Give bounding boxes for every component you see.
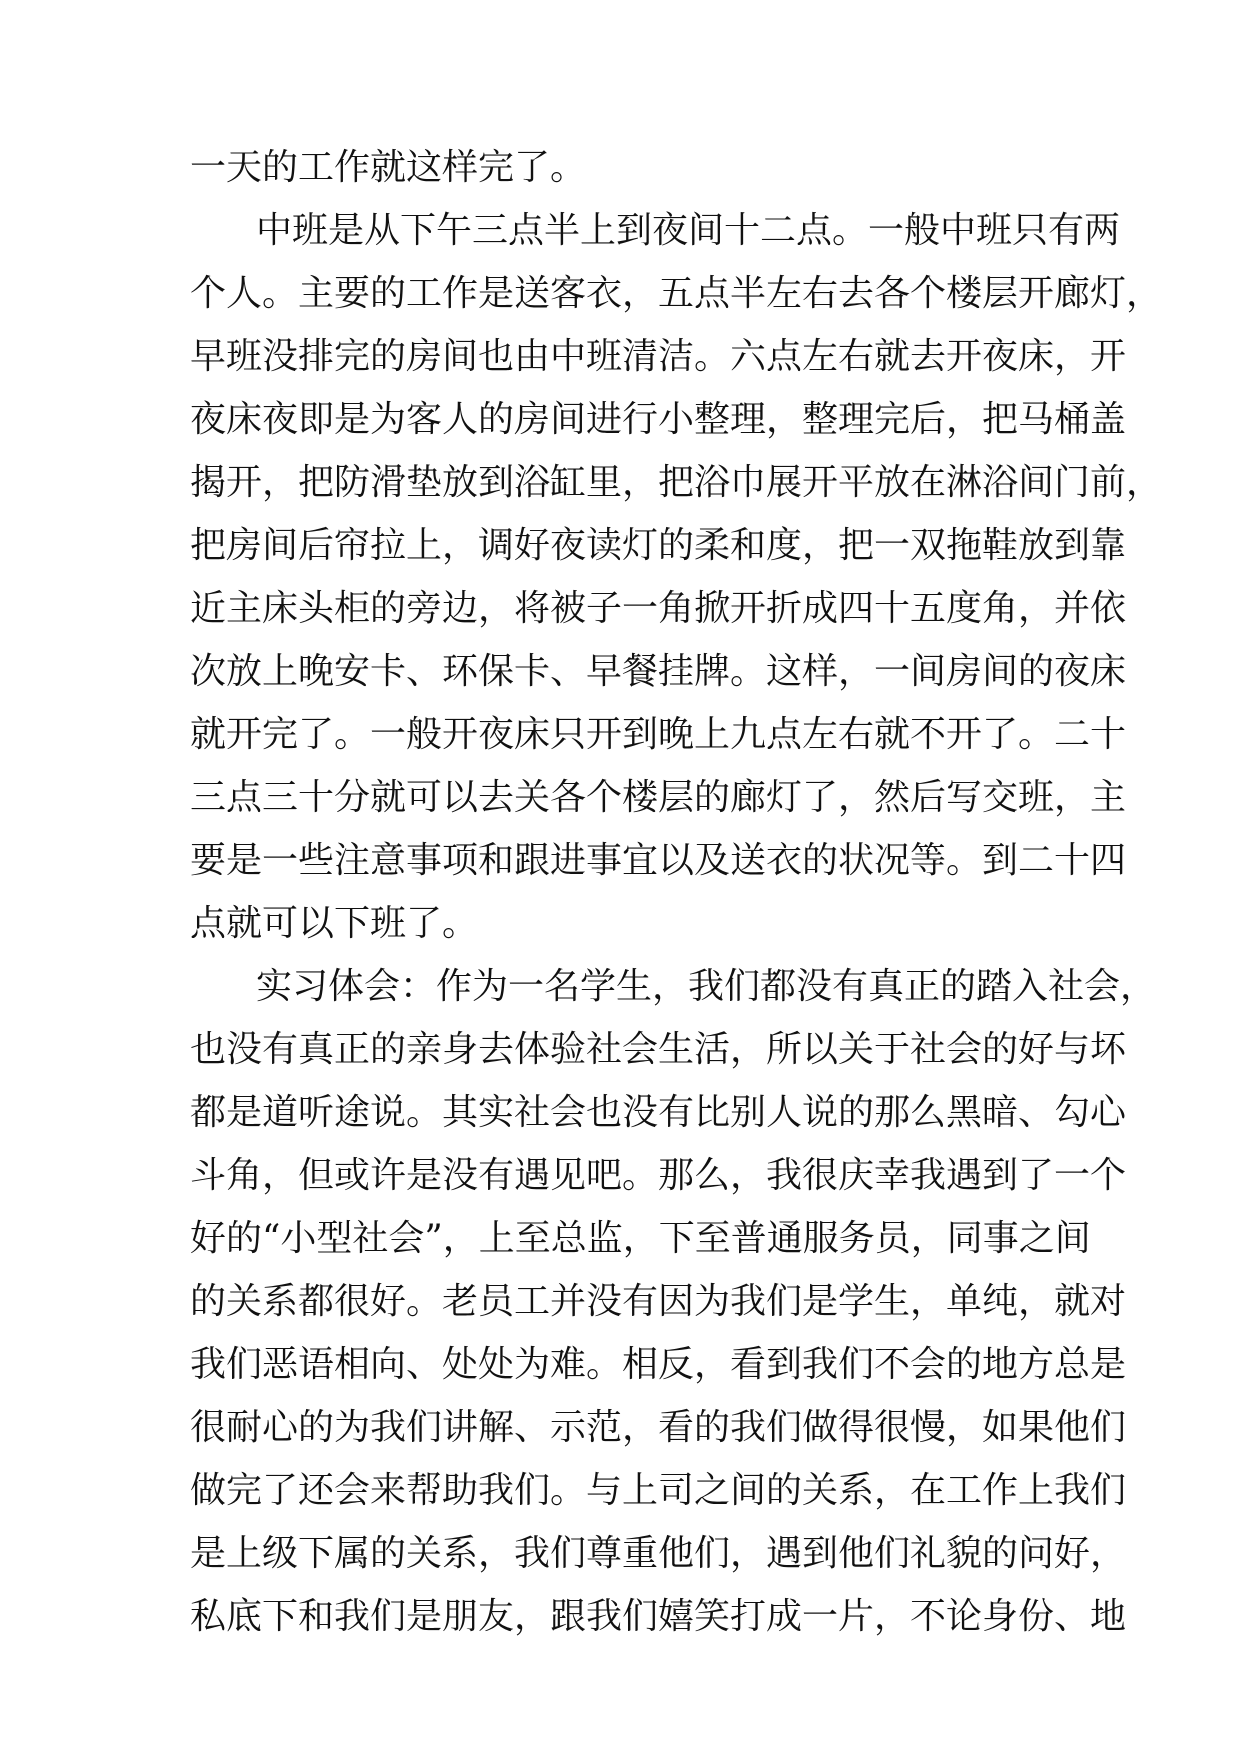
text-line: 是上级下属的关系，我们尊重他们，遇到他们礼貌的问好， [190,1533,1127,1574]
text-line: 揭开，把防滑垫放到浴缸里，把浴巾展开平放在淋浴间门前， [190,462,1163,503]
text-line: 个人。主要的工作是送客衣，五点半左右去各个楼层开廊灯， [190,273,1163,314]
text-line: 我们恶语相向、处处为难。相反，看到我们不会的地方总是 [190,1344,1127,1385]
text-line: 做完了还会来帮助我们。与上司之间的关系，在工作上我们 [190,1470,1127,1511]
text-line: 实习体会：作为一名学生，我们都没有真正的踏入社会， [256,966,1157,1007]
text-line: 中班是从下午三点半上到夜间十二点。一般中班只有两 [256,210,1121,251]
text-line: 要是一些注意事项和跟进事宜以及送衣的状况等。到二十四 [190,840,1127,881]
text-line: 点就可以下班了。 [190,903,479,944]
text-line: 早班没排完的房间也由中班清洁。六点左右就去开夜床，开 [190,336,1127,377]
text-line: 三点三十分就可以去关各个楼层的廊灯了，然后写交班，主 [190,777,1127,818]
text-line: 就开完了。一般开夜床只开到晚上九点左右就不开了。二十 [190,714,1127,755]
text-line: 好的“小型社会”，上至总监，下至普通服务员，同事之间 [190,1218,1091,1259]
text-line: 也没有真正的亲身去体验社会生活，所以关于社会的好与坏 [190,1029,1127,1070]
text-line: 私底下和我们是朋友，跟我们嬉笑打成一片，不论身份、地 [190,1596,1127,1637]
text-line: 的关系都很好。老员工并没有因为我们是学生，单纯，就对 [190,1281,1127,1322]
text-line: 都是道听途说。其实社会也没有比别人说的那么黑暗、勾心 [190,1092,1127,1133]
text-line: 斗角，但或许是没有遇见吧。那么，我很庆幸我遇到了一个 [190,1155,1127,1196]
text-line: 一天的工作就这样完了。 [190,147,587,188]
text-line: 很耐心的为我们讲解、示范，看的我们做得很慢，如果他们 [190,1407,1127,1448]
text-line: 近主床头柜的旁边，将被子一角掀开折成四十五度角，并依 [190,588,1127,629]
text-line: 把房间后帘拉上，调好夜读灯的柔和度，把一双拖鞋放到靠 [190,525,1127,566]
text-line: 夜床夜即是为客人的房间进行小整理，整理完后，把马桶盖 [190,399,1127,440]
text-line: 次放上晚安卡、环保卡、早餐挂牌。这样，一间房间的夜床 [190,651,1127,692]
